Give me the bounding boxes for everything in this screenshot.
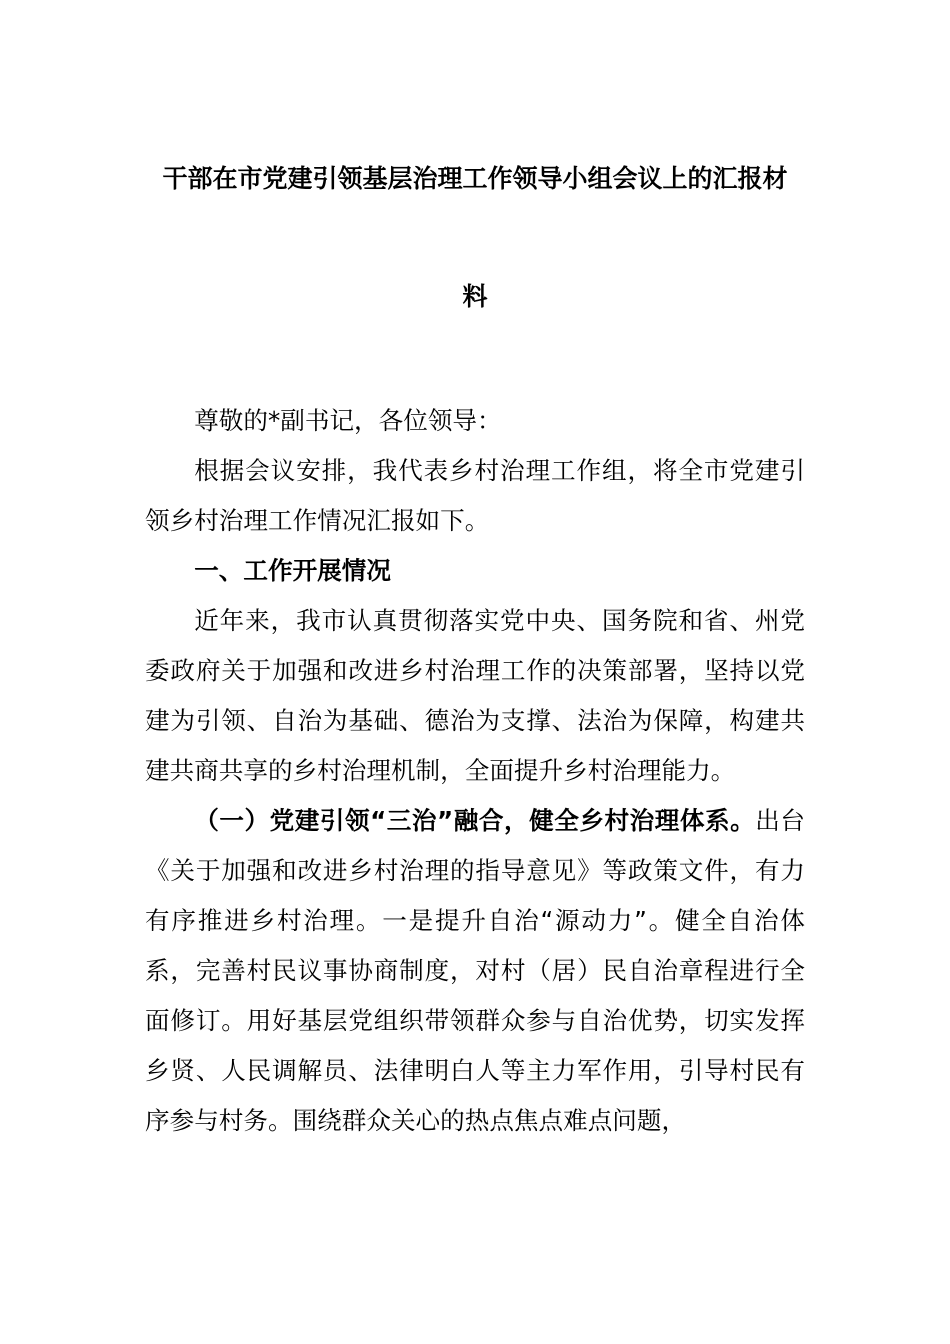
- document-title-line-2: 料: [462, 282, 488, 311]
- subsection-1-text: 出台《关于加强和改进乡村治理的指导意见》等政策文件，有力有序推进乡村治理。一是提升自治“源动力”。健全自治体系，完善村民议事协商制度，对村（居）民自治章程进行全面修订。用好基层党组织带领群众参与自治优势，切实发挥乡贤、人民调解员、法律明白人等主力军作用，引导村民有序参与村务。围绕群众关心的热点焦点难点问题，: [145, 806, 805, 1135]
- document-body: [145, 396, 805, 1146]
- subsection-1-lead: （一）党建引领“三治”融合，健全乡村治理体系。: [194, 806, 756, 835]
- intro-paragraph: 根据会议安排，我代表乡村治理工作组，将全市党建引领乡村治理工作情况汇报如下。: [145, 456, 805, 535]
- section-1-paragraph: 近年来，我市认真贯彻落实党中央、国务院和省、州党委政府关于加强和改进乡村治理工作的决策部署，坚持以党建为引领、自治为基础、德治为支撑、法治为保障，构建共建共商共享的乡村治理机制，全面提升乡村治理能力。: [145, 606, 805, 785]
- subsection-1-paragraph: [145, 796, 805, 1146]
- document-title-line-1: 干部在市党建引领基层治理工作领导小组会议上的汇报材: [162, 164, 788, 193]
- salutation: 尊敬的*副书记，各位领导：: [194, 406, 502, 435]
- section-1-heading: 一、工作开展情况: [194, 556, 391, 585]
